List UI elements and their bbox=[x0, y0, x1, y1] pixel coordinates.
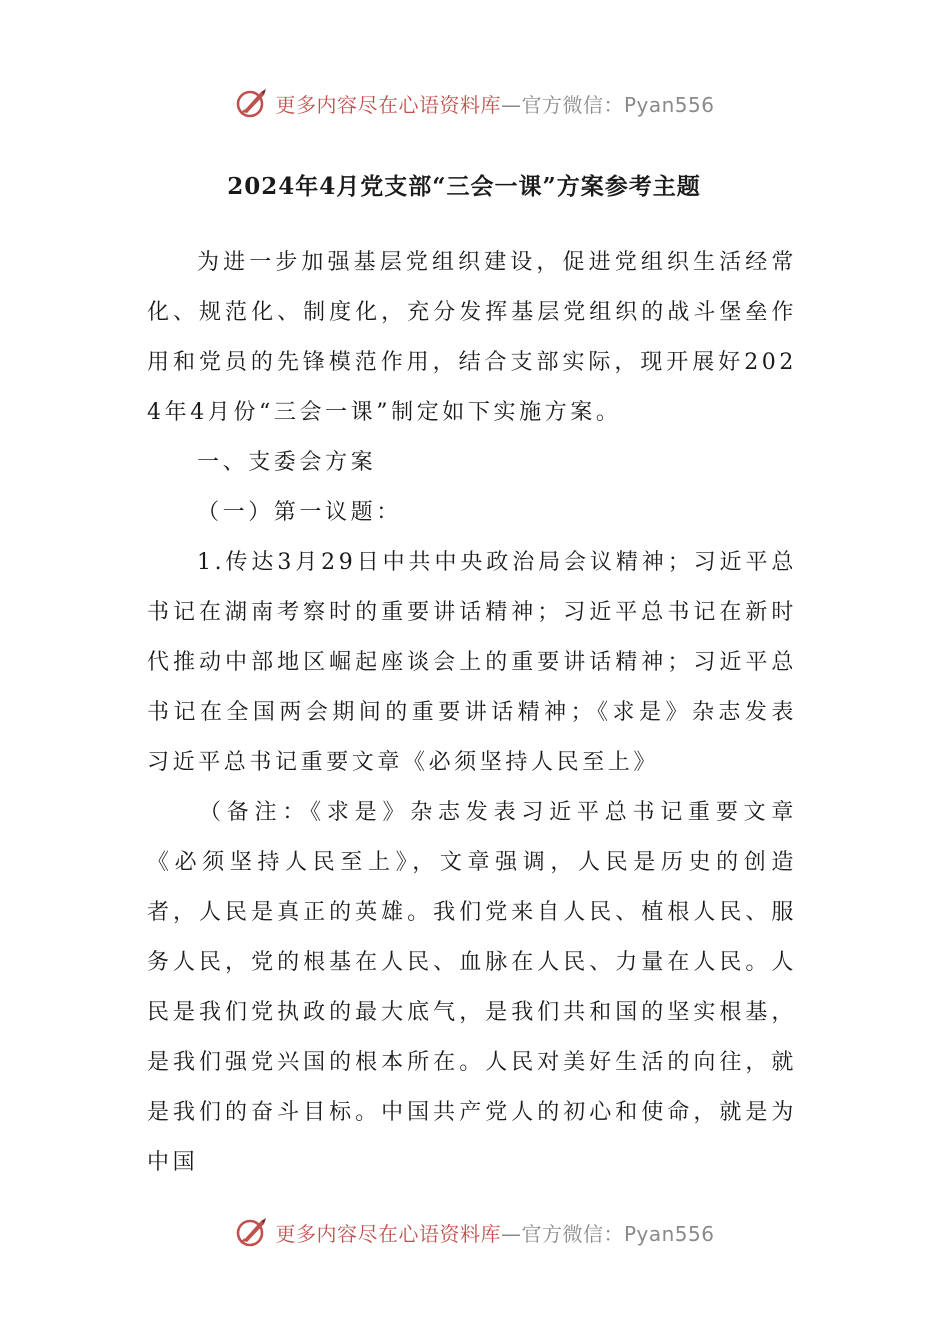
quill-logo-icon bbox=[235, 1215, 269, 1249]
item-paragraph: 1.传达3月29日中共中央政治局会议精神；习近平总书记在湖南考察时的重要讲话精神；习近平总书记在新时代推动中部地区崛起座谈会上的重要讲话精神；习近平总书记在全国两会期间的重要讲话精神；《求是》杂志发表习近平总书记重要文章《必须坚持人民至上》 bbox=[147, 550, 797, 775]
header-watermark-banner bbox=[0, 83, 950, 123]
document-body bbox=[147, 170, 797, 1188]
banner-text: 更多内容尽在心语资料库—官方微信：Pyan556 bbox=[275, 1221, 715, 1246]
quill-logo-icon bbox=[235, 86, 269, 120]
banner-text: 更多内容尽在心语资料库—官方微信：Pyan556 bbox=[275, 92, 715, 117]
subsection-heading: （一）第一议题： bbox=[197, 500, 402, 525]
note-paragraph: （备注：《求是》杂志发表习近平总书记重要文章《必须坚持人民至上》，文章强调，人民是历史的创造者，人民是真正的英雄。我们党来自人民、植根人民、服务人民，党的根基在人民、血脉在人民、力量在人民。人民是我们党执政的最大底气，是我们共和国的坚实根基，是我们强党兴国的根本所在。人民对美好生活的向往，就是我们的奋斗目标。中国共产党人的初心和使命，就是为中国 bbox=[147, 800, 797, 1175]
document-title: 2024年4月党支部“三会一课”方案参考主题 bbox=[227, 173, 701, 200]
intro-paragraph: 为进一步加强基层党组织建设，促进党组织生活经常化、规范化、制度化，充分发挥基层党组织的战斗堡垒作用和党员的先锋模范作用，结合支部实际，现开展好2024年4月份“三会一课”制定如下实施方案。 bbox=[147, 250, 797, 425]
section-heading: 一、支委会方案 bbox=[197, 450, 377, 475]
footer-watermark-banner bbox=[0, 1212, 950, 1252]
